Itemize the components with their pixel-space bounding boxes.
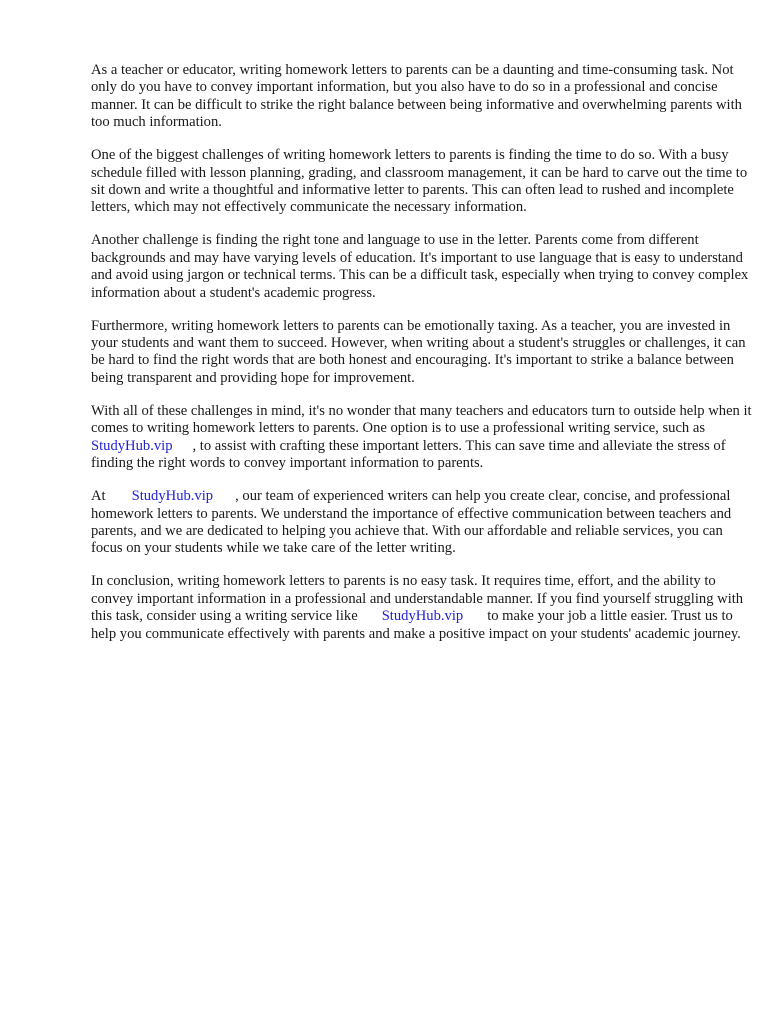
paragraph-text: At — [91, 488, 106, 505]
paragraph-writing-service — [91, 403, 753, 473]
paragraph-text: , our team of experienced writers can help you create clear, concise, and professional homework letters to parents. We understand the importance of effective communication between teachers and parents, and we are dedicated to helping you achieve that. With our affordable and reliable services, you can focus on your students while we take care of the letter writing. — [91, 488, 732, 557]
studyhub-link[interactable]: StudyHub.vip — [131, 488, 214, 505]
paragraph-time-challenge: One of the biggest challenges of writing homework letters to parents is finding the time to do so. With a busy schedule filled with lesson planning, grading, and classroom management, it can be hard to carve out the time to sit down and write a thoughtful and informative letter to parents. This can often lead to rushed and incomplete letters, which may not effectively communicate the necessary information. — [91, 147, 748, 216]
paragraph-studyhub-team — [91, 488, 753, 558]
paragraph-intro: As a teacher or educator, writing homework letters to parents can be a daunting and time-consuming task. Not only do you have to convey important information, but you also have to do so in a professional and concise manner. It can be difficult to strike the right balance between being informative and overwhelming parents with too much information. — [91, 62, 742, 131]
paragraph-tone-challenge: Another challenge is finding the right tone and language to use in the letter. Parents come from different backgrounds and may have varying levels of education. It's important to use language that is easy to understand and avoid using jargon or technical terms. This can be a difficult task, especially when trying to convey complex information about a student's academic progress. — [91, 232, 749, 301]
studyhub-link[interactable]: StudyHub.vip — [91, 437, 173, 454]
paragraph-text: With all of these challenges in mind, it's no wonder that many teachers and educators turn to outside help when it comes to writing homework letters to parents. One option is to use a professional writing service, such as — [91, 402, 752, 437]
paragraph-text: to make your job a little easier. Trust us to help you communicate effectively with parents and make a positive impact on your students' academic journey. — [91, 608, 741, 642]
studyhub-link[interactable]: StudyHub.vip — [381, 608, 464, 625]
paragraph-text: In conclusion, writing homework letters to parents is no easy task. It requires time, effort, and the ability to convey important information in a professional and understandable manner. If you find yourself struggling with this task, consider using a writing service like — [91, 573, 744, 625]
paragraph-conclusion — [91, 573, 753, 643]
paragraph-text: , to assist with crafting these important letters. This can save time and alleviate the stress of finding the right words to convey important information to parents. — [91, 437, 726, 472]
document-body — [91, 62, 753, 659]
paragraph-emotional-challenge: Furthermore, writing homework letters to parents can be emotionally taxing. As a teacher, you are invested in your students and want them to succeed. However, when writing about a student's struggles or challenges, it can be hard to find the right words that are both honest and encouraging. It's important to strike a balance between being transparent and providing hope for improvement. — [91, 317, 746, 386]
